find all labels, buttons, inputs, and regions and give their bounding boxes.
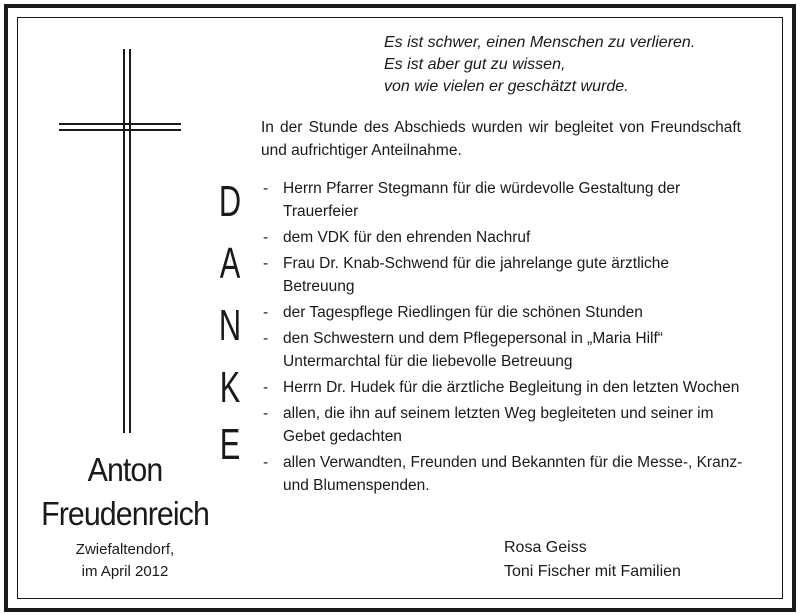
thanks-list <box>263 177 743 500</box>
list-item <box>263 376 743 399</box>
dash-bullet: - <box>263 330 269 347</box>
dash-bullet: - <box>263 405 269 422</box>
deceased-last-name: Freudenreich <box>41 495 209 532</box>
dash-bullet: - <box>263 379 269 396</box>
notice-date: im April 2012 <box>81 563 169 580</box>
motto-line-2: Es ist aber gut zu wissen, <box>384 56 566 73</box>
cross-horizontal-line <box>59 123 181 125</box>
danke-letter: A <box>219 239 241 288</box>
list-item-text: allen Verwandten, Freunden und Bekannten für die Messe-, Kranz- und Blumenspenden. <box>283 454 743 494</box>
motto-line-1: Es ist schwer, einen Menschen zu verlieren. <box>384 34 696 51</box>
deceased-first-name: Anton <box>87 451 163 488</box>
signature-line-1: Rosa Geiss <box>504 539 587 556</box>
dash-bullet: - <box>263 229 269 246</box>
list-item <box>263 327 743 373</box>
intro-paragraph: In der Stunde des Abschieds wurden wir begleitet von Freundschaft und aufrichtiger Anteilnahme. <box>261 119 741 159</box>
dash-bullet: - <box>263 180 269 197</box>
list-item <box>263 451 743 497</box>
motto-quote <box>384 32 764 98</box>
dash-bullet: - <box>263 255 269 272</box>
danke-letter: D <box>218 177 242 226</box>
list-item <box>263 226 743 249</box>
deceased-place: Zwiefaltendorf, <box>75 541 175 558</box>
cross-horizontal-line <box>59 129 181 131</box>
dash-bullet: - <box>263 304 269 321</box>
cross-vertical-line <box>123 49 125 433</box>
list-item-text: allen, die ihn auf seinem letzten Weg begleiteten und seiner im Gebet gedachten <box>283 405 714 445</box>
list-item <box>263 252 743 298</box>
danke-letter: E <box>219 420 241 469</box>
signature-line-2: Toni Fischer mit Familien <box>504 563 681 580</box>
danke-letter: K <box>219 363 241 412</box>
cross-vertical-line <box>129 49 131 433</box>
list-item-text: dem VDK für den ehrenden Nachruf <box>283 229 531 246</box>
list-item-text: den Schwestern und dem Pflegepersonal in „Maria Hilf“ Untermarchtal für die liebevolle Betreuung <box>283 330 663 370</box>
list-item-text: Herrn Pfarrer Stegmann für die würdevolle Gestaltung der Trauerfeier <box>283 180 681 220</box>
list-item-text: Herrn Dr. Hudek für die ärztliche Begleitung in den letzten Wochen <box>283 379 740 396</box>
list-item <box>263 402 743 448</box>
danke-letter: N <box>218 301 242 350</box>
list-item <box>263 177 743 223</box>
list-item-text: der Tagespflege Riedlingen für die schönen Stunden <box>283 304 643 321</box>
list-item <box>263 301 743 324</box>
dash-bullet: - <box>263 454 269 471</box>
list-item-text: Frau Dr. Knab-Schwend für die jahrelange gute ärztliche Betreuung <box>283 255 669 295</box>
motto-line-3: von wie vielen er geschätzt wurde. <box>384 78 629 95</box>
